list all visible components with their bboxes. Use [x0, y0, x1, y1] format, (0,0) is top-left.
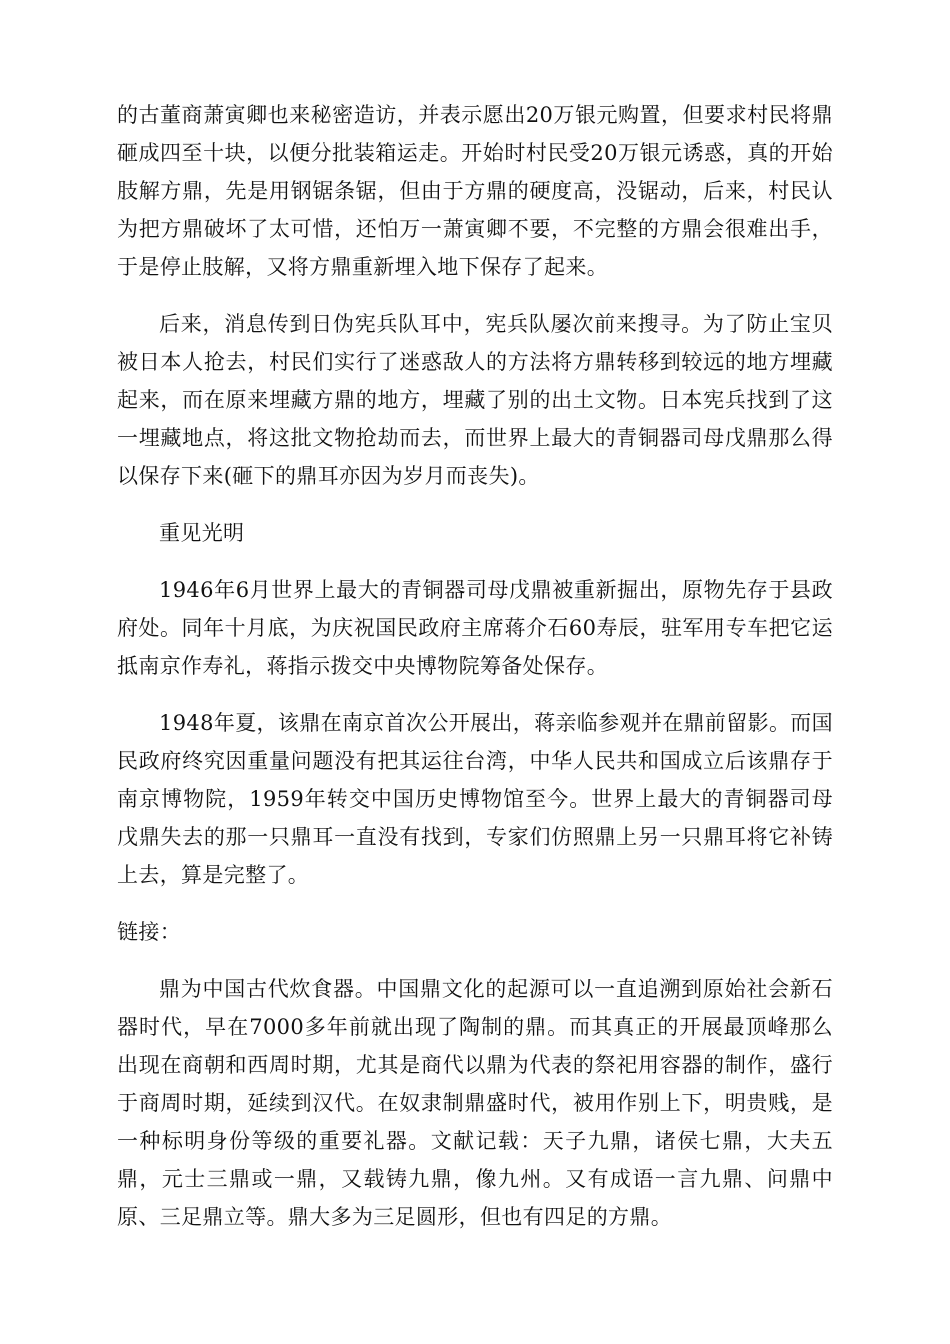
paragraph-ding-history: 鼎为中国古代炊食器。中国鼎文化的起源可以一直追溯到原始社会新石器时代，早在7000多年前就出现了陶制的鼎。而其真正的开展最顶峰那么出现在商朝和西周时期，尤其是商代以鼎为代表的祭祀用容器的制作，盛行于商周时期，延续到汉代。在奴隶制鼎盛时代，被用作别上下，明贵贱，是一种标明身份等级的重要礼器。文献记载：天子九鼎，诸侯七鼎，大夫五鼎，元士三鼎或一鼎，又载铸九鼎，像九州。又有成语一言九鼎、问鼎中原、三足鼎立等。鼎大多为三足圆形，但也有四足的方鼎。: [117, 977, 833, 1229]
paragraph-gendarmerie-search: 后来，消息传到日伪宪兵队耳中，宪兵队屡次前来搜寻。为了防止宝贝被日本人抢去，村民们实行了迷惑敌人的方法将方鼎转移到较远的地方埋藏起来，而在原来埋藏方鼎的地方，埋藏了别的出土文物。日本宪兵找到了这一埋藏地点，将这批文物抢劫而去，而世界上最大的青铜器司母戊鼎那么得以保存下来(砸下的鼎耳亦因为岁月而丧失)。: [117, 312, 833, 488]
paragraph-1946-excavation: 1946年6月世界上最大的青铜器司母戊鼎被重新掘出，原物先存于县政府处。同年十月底，为庆祝国民政府主席蒋介石60寿辰，驻军用专车把它运抵南京作寿礼，蒋指示拨交中央博物院筹备处保存。: [117, 578, 833, 678]
paragraph-1948-exhibition: 1948年夏，该鼎在南京首次公开展出，蒋亲临参观并在鼎前留影。而国民政府终究因重量问题没有把其运往台湾，中华人民共和国成立后该鼎存于南京博物院，1959年转交中国历史博物馆至今。世界上最大的青铜器司母戊鼎失去的那一只鼎耳一直没有找到，专家们仿照鼎上另一只鼎耳将它补铸上去，算是完整了。: [117, 711, 833, 887]
document-page: [117, 96, 833, 1255]
paragraph-continuation: 的古董商萧寅卿也来秘密造访，并表示愿出20万银元购置，但要求村民将鼎砸成四至十块，以便分批装箱运走。开始时村民受20万银元诱惑，真的开始肢解方鼎，先是用钢锯条锯，但由于方鼎的硬度高，没锯动，后来，村民认为把方鼎破坏了太可惜，还怕万一萧寅卿不要，不完整的方鼎会很难出手，于是停止肢解，又将方鼎重新埋入地下保存了起来。: [117, 103, 833, 279]
section-heading-rediscovery: 重见光明: [159, 521, 245, 545]
section-label-link: 链接：: [117, 920, 182, 944]
